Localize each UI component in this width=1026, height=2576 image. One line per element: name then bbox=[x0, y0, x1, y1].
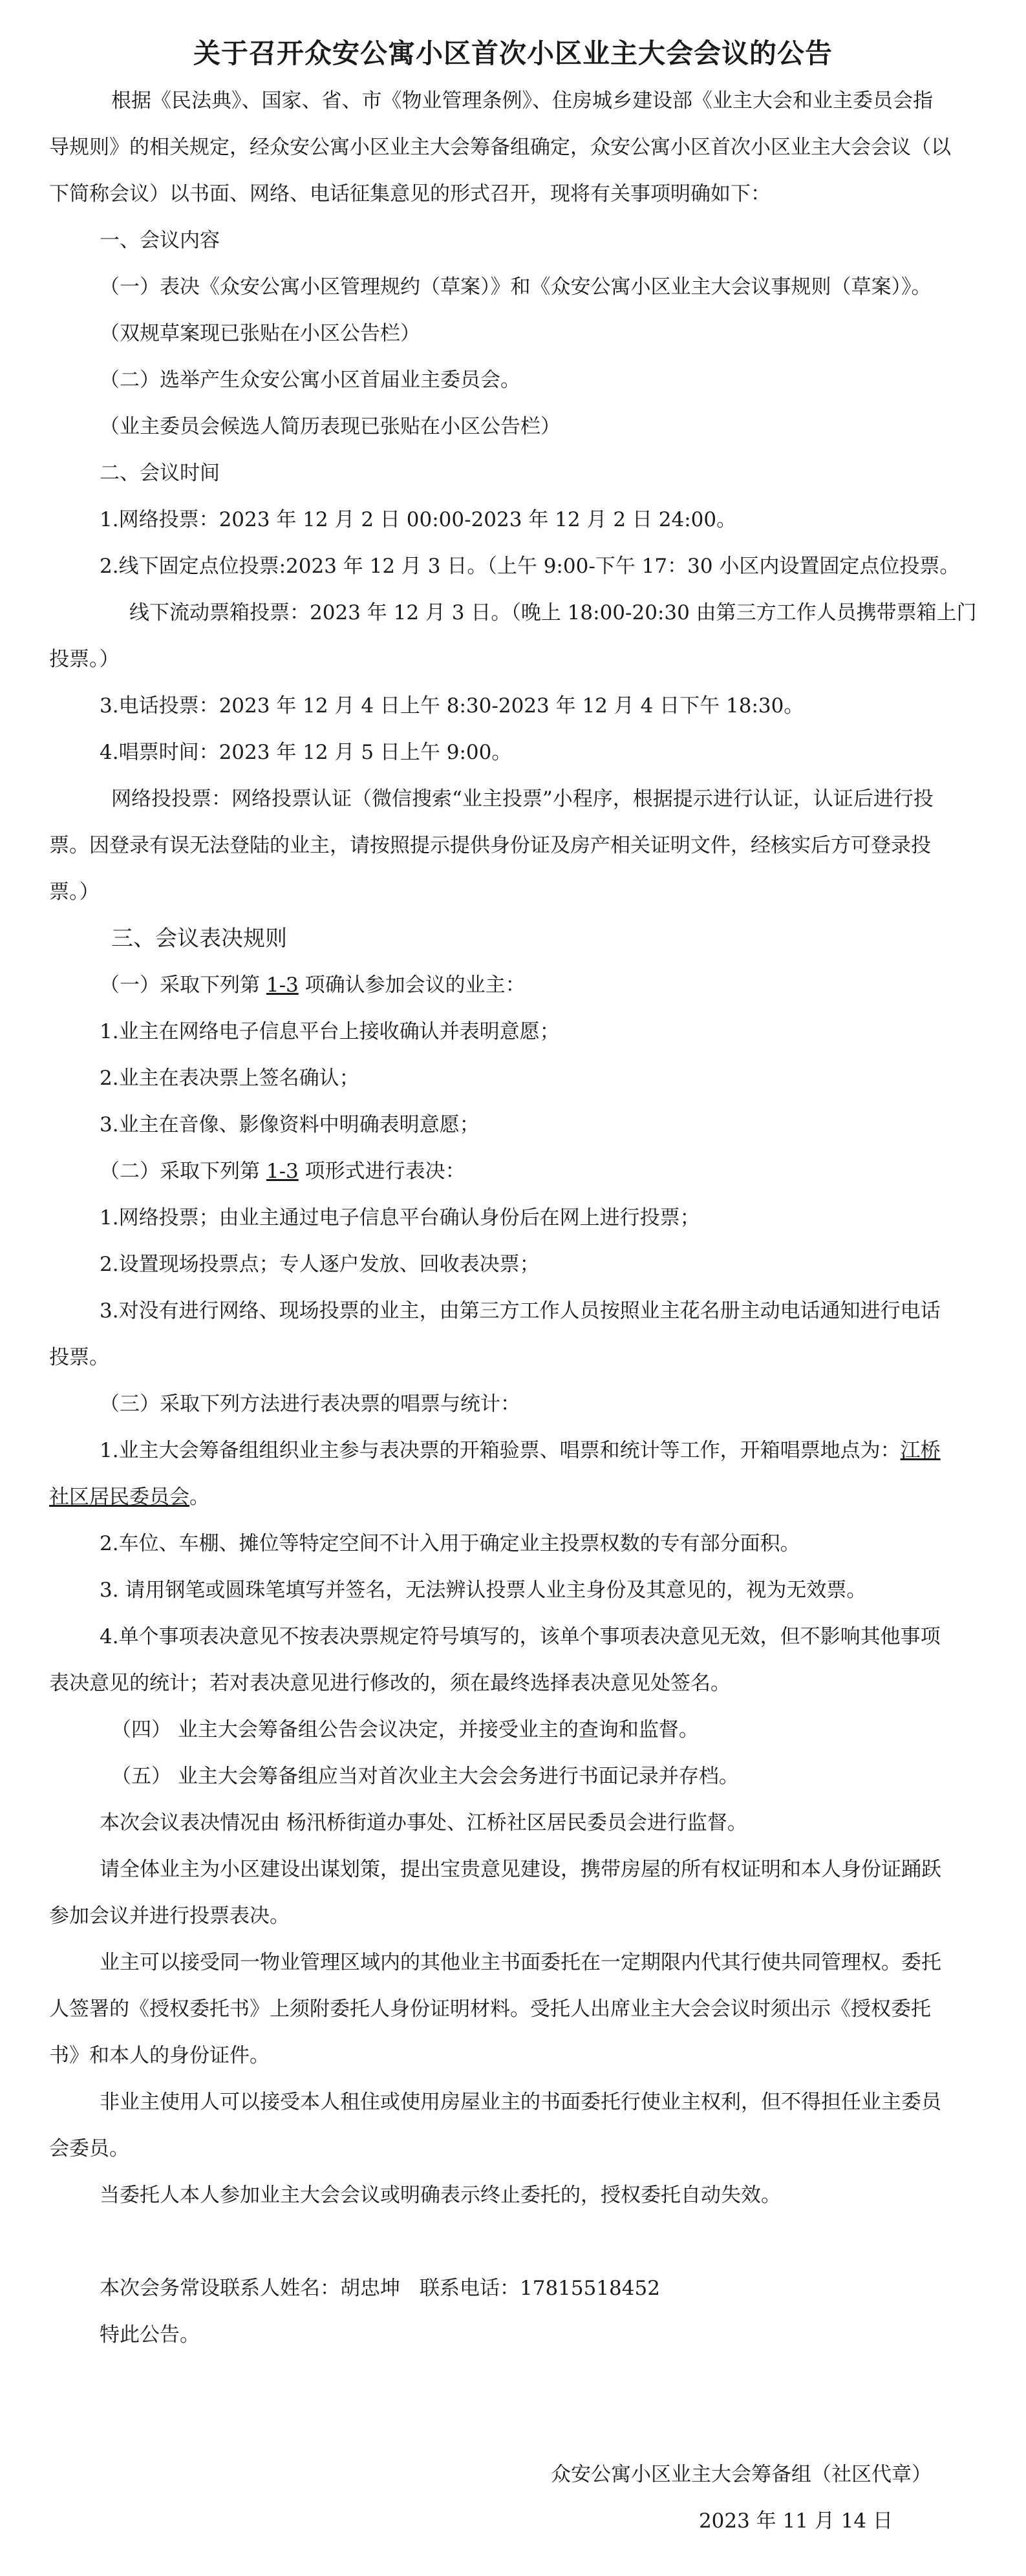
rules-part-3-item-1-line-1 bbox=[49, 1427, 977, 1474]
contact-phone: 联系电话：17815518452 bbox=[420, 2277, 660, 2300]
content-note-2: （业主委员会候选人简历表现已张贴在小区公告栏） bbox=[100, 415, 561, 438]
rules-part-1-item-3: 3.业主在音像、影像资料中明确表明意愿； bbox=[100, 1113, 480, 1136]
rules-part-3-item-1-end: 。 bbox=[189, 1485, 209, 1509]
rules-part-2-item-2: 2.设置现场投票点；专人逐户发放、回收表决票； bbox=[100, 1253, 540, 1276]
rules-part-1-prefix: （一）采取下列第 bbox=[100, 974, 266, 997]
time-phone: 3.电话投票：2023 年 12 月 4 日上午 8:30-2023 年 12 月 4 日下午 18:30。 bbox=[100, 694, 804, 718]
contact-person: 本次会务常设联系人姓名：胡忠坤 bbox=[100, 2277, 400, 2300]
intro-line-3: 下简称会议）以书面、网络、电话征集意见的形式召开，现将有关事项明确如下： bbox=[49, 182, 771, 206]
online-note-3: 票。） bbox=[49, 880, 100, 904]
rules-part-3-item-3: 3. 请用钢笔或圆珠笔填写并签名，无法辨认投票人业主身份及其意见的，视为无效票。 bbox=[100, 1579, 867, 1602]
rules-part-2-item-3-line-1: 3.对没有进行网络、现场投票的业主，由第三方工作人员按照业主花名册主动电话通知进行电话 bbox=[100, 1299, 941, 1323]
rules-part-1-item-1: 1.业主在网络电子信息平台上接收确认并表明意愿； bbox=[100, 1020, 560, 1043]
content-item-1: （一）表决《众安公寓小区管理规约（草案）》和《众安公寓小区业主大会议事规则（草案）》。 bbox=[100, 275, 932, 299]
rules-part-2-item-3-line-2: 投票。 bbox=[49, 1346, 109, 1369]
spacer-2 bbox=[49, 2358, 977, 2405]
rules-part-3-location-b: 社区居民委员会 bbox=[49, 1485, 189, 1509]
supervision-text: 本次会议表决情况由 杨汛桥街道办事处、江桥社区居民委员会进行监督。 bbox=[100, 1811, 747, 1835]
termination-text: 当委托人本人参加业主大会会议或明确表示终止委托的，授权委托自动失效。 bbox=[100, 2184, 781, 2207]
rules-part-4: （四） 业主大会筹备组公告会议决定，并接受业主的查询和监督。 bbox=[111, 1718, 699, 1741]
intro-line-1: 根据《民法典》、国家、省、市《物业管理条例》、住房城乡建设部《业主大会和业主委员会指 bbox=[111, 89, 933, 112]
rules-part-1-item-2: 2.业主在表决票上签名确认； bbox=[100, 1067, 359, 1090]
nonowner-line-1: 非业主使用人可以接受本人租住或使用房屋业主的书面委托行使业主权利，但不得担任业主委员 bbox=[100, 2091, 941, 2114]
proxy-line-1: 业主可以接受同一物业管理区域内的其他业主书面委托在一定期限内代其行使共同管理权。委托 bbox=[100, 1951, 941, 1974]
contact-line bbox=[49, 2265, 977, 2312]
rules-part-5: （五） 业主大会筹备组应当对首次业主大会会务进行书面记录并存档。 bbox=[111, 1765, 739, 1788]
special-notice: 特此公告。 bbox=[100, 2323, 200, 2347]
time-fixed: 2.线下固定点位投票:2023 年 12 月 3 日。（上午 9:00-下午 17：30 小区内设置固定点位投票。 bbox=[100, 555, 960, 578]
appeal-line-2: 参加会议并进行投票表决。 bbox=[49, 1904, 290, 1928]
rules-part-3: （三）采取下列方法进行表决票的唱票与统计： bbox=[100, 1392, 520, 1416]
spacer-3 bbox=[49, 2405, 977, 2451]
rules-part-2 bbox=[49, 1148, 977, 1195]
rules-part-1-range: 1-3 bbox=[266, 974, 299, 997]
spacer bbox=[49, 2219, 977, 2265]
section-heading-rules: 三、会议表决规则 bbox=[111, 926, 287, 952]
intro-line-2: 导规则》的相关规定，经众安公寓小区业主大会筹备组确定，众安公寓小区首次小区业主大会会议（以 bbox=[49, 136, 951, 159]
rules-part-3-item-4-line-2: 表决意见的统计；若对表决意见进行修改的，须在最终选择表决意见处签名。 bbox=[49, 1672, 731, 1695]
section-heading-content: 一、会议内容 bbox=[100, 229, 220, 252]
rules-part-2-prefix: （二）采取下列第 bbox=[100, 1160, 266, 1183]
rules-part-1-suffix: 项确认参加会议的业主： bbox=[298, 974, 526, 997]
rules-part-3-item-4-line-1: 4.单个事项表决意见不按表决票规定符号填写的，该单个事项表决意见无效，但不影响其他事项 bbox=[100, 1625, 941, 1648]
time-online: 1.网络投票：2023 年 12 月 2 日 00:00-2023 年 12 月 2 日 24:00。 bbox=[100, 508, 737, 531]
date: 2023 年 11 月 14 日 bbox=[698, 2509, 893, 2533]
rules-part-3-item-1-text: 1.业主大会筹备组组织业主参与表决票的开箱验票、唱票和统计等工作，开箱唱票地点为： bbox=[100, 1439, 901, 1462]
proxy-line-2: 人签署的《授权委托书》上须附委托人身份证明材料。受托人出席业主大会会议时须出示《授权委托 bbox=[49, 1997, 931, 2021]
rules-part-2-suffix: 项形式进行表决： bbox=[298, 1160, 465, 1183]
rules-part-3-item-1-line-2 bbox=[49, 1474, 977, 1520]
section-heading-time: 二、会议时间 bbox=[100, 462, 220, 485]
rules-part-2-item-1: 1.网络投票；由业主通过电子信息平台确认身份后在网上进行投票； bbox=[100, 1206, 700, 1229]
rules-part-2-range: 1-3 bbox=[266, 1160, 299, 1183]
rules-part-3-item-2: 2.车位、车棚、摊位等特定空间不计入用于确定业主投票权数的专有部分面积。 bbox=[100, 1532, 800, 1555]
page-title: 关于召开众安公寓小区首次小区业主大会会议的公告 bbox=[193, 37, 833, 69]
time-count: 4.唱票时间：2023 年 12 月 5 日上午 9:00。 bbox=[100, 741, 512, 764]
content-note-1: （双规草案现已张贴在小区公告栏） bbox=[100, 322, 420, 345]
proxy-line-3: 书》和本人的身份证件。 bbox=[49, 2044, 270, 2067]
nonowner-line-2: 会委员。 bbox=[49, 2137, 129, 2160]
time-mobile-2: 投票。） bbox=[49, 648, 120, 671]
signature: 众安公寓小区业主大会筹备组（社区代章） bbox=[551, 2463, 932, 2486]
rules-part-3-location-a: 江桥 bbox=[900, 1439, 941, 1462]
appeal-line-1: 请全体业主为小区建设出谋划策，提出宝贵意见建设，携带房屋的所有权证明和本人身份证踊跃 bbox=[100, 1858, 941, 1881]
time-mobile-1: 线下流动票箱投票：2023 年 12 月 3 日。（晚上 18:00-20:30 由第三方工作人员携带票箱上门 bbox=[129, 601, 977, 624]
online-note-2: 票。因登录有误无法登陆的业主，请按照提示提供身份证及房产相关证明文件，经核实后方可登录投 bbox=[49, 834, 931, 857]
online-note-1: 网络投投票：网络投票认证（微信搜索“业主投票”小程序，根据提示进行认证，认证后进行投 bbox=[111, 787, 934, 811]
rules-part-1 bbox=[49, 962, 977, 1008]
content-item-2: （二）选举产生众安公寓小区首届业主委员会。 bbox=[100, 368, 520, 392]
